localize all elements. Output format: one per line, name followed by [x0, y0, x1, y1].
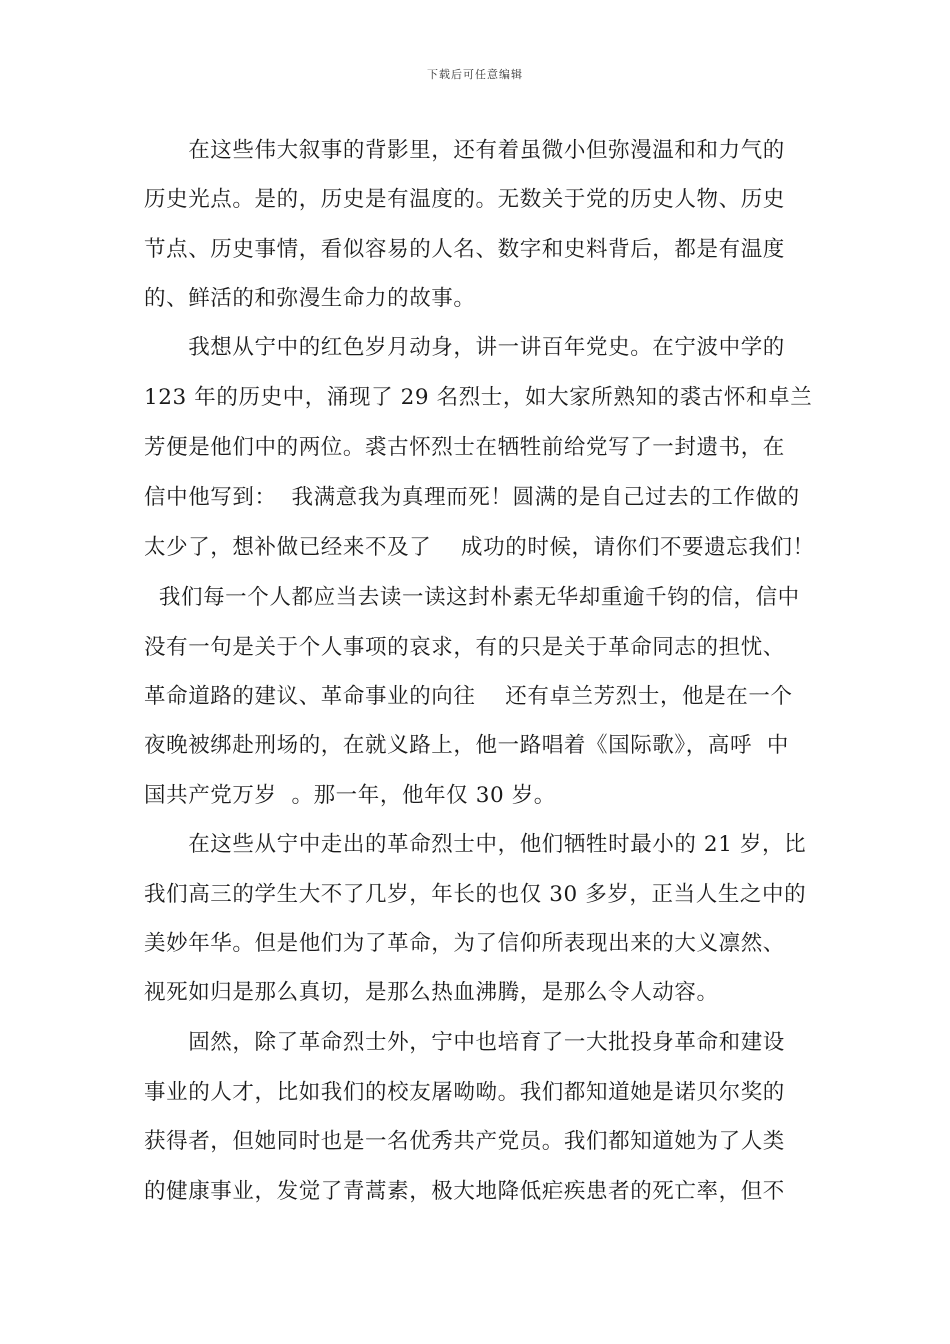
text-line: 视死如归是那么真切，是那么热血沸腾，是那么令人动容。: [144, 980, 719, 1005]
text-line: 固然，除了革命烈士外，宁中也培育了一大批投身革命和建设: [144, 1030, 785, 1055]
text-line: 太少了，想补做已经来不及了 成功的时候，请你们不要遗忘我们！: [144, 535, 815, 560]
text-line: 在这些伟大叙事的背影里，还有着虽微小但弥漫温和和力气的: [144, 138, 785, 163]
text-line: 我们每一个人都应当去读一读这封朴素无华却重逾千钧的信，信中: [144, 585, 800, 610]
text-line: 节点、历史事情，看似容易的人名、数字和史料背后，都是有温度: [144, 237, 785, 262]
text-line: 的健康事业，发觉了青蒿素，极大地降低疟疾患者的死亡率，但不: [144, 1179, 785, 1204]
text-line: 历史光点。是的，历史是有温度的。无数关于党的历史人物、历史: [144, 187, 785, 212]
text-line: 事业的人才，比如我们的校友屠呦呦。我们都知道她是诺贝尔奖的: [144, 1080, 785, 1105]
text-line: 我们高三的学生大不了几岁，年长的也仅 30 多岁，正当人生之中的: [144, 882, 807, 907]
text-line: 美妙年华。但是他们为了革命，为了信仰所表现出来的大义凛然、: [144, 931, 785, 956]
text-line: 芳便是他们中的两位。裘古怀烈士在牺牲前给党写了一封遗书，在: [144, 435, 785, 460]
text-line: 国共产党万岁 。那一年，他年仅 30 岁。: [144, 783, 556, 808]
text-line: 的、鲜活的和弥漫生命力的故事。: [144, 286, 476, 311]
text-line: 我想从宁中的红色岁月动身，讲一讲百年党史。在宁波中学的: [144, 335, 785, 360]
text-line: 没有一句是关于个人事项的哀求，有的只是关于革命同志的担忧、: [144, 635, 785, 660]
text-line: 夜晚被绑赴刑场的，在就义路上，他一路唱着《国际歌》，高呼 中: [144, 733, 790, 758]
text-line: 信中他写到： 我满意我为真理而死！圆满的是自己过去的工作做的: [144, 485, 800, 510]
text-line: 获得者，但她同时也是一名优秀共产党员。我们都知道她为了人类: [144, 1129, 785, 1154]
text-line: 123 年的历史中，涌现了 29 名烈士，如大家所熟知的裘古怀和卓兰: [144, 385, 813, 410]
text-line: 在这些从宁中走出的革命烈士中，他们牺牲时最小的 21 岁，比: [144, 832, 807, 857]
text-line: 革命道路的建议、革命事业的向往 还有卓兰芳烈士，他是在一个: [144, 684, 793, 709]
page-header: 下载后可任意编辑: [427, 68, 523, 81]
